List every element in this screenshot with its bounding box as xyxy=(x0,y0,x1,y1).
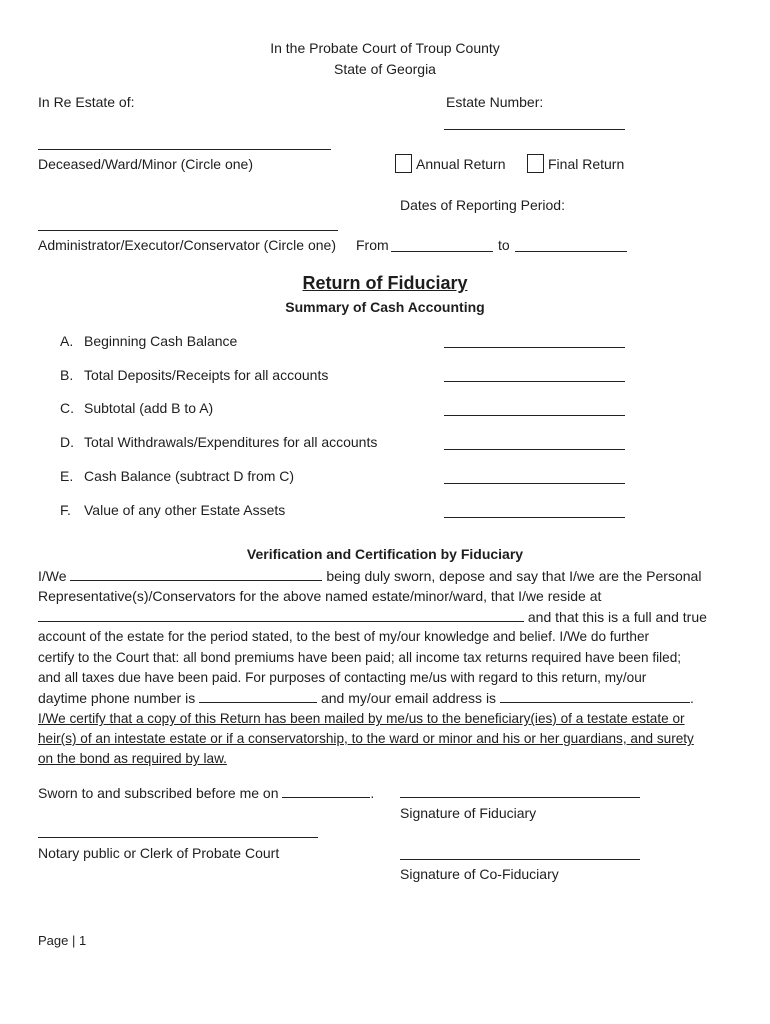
amount-field[interactable] xyxy=(444,347,625,348)
email-label: and my/our email address is xyxy=(320,690,497,706)
item-letter: C. xyxy=(60,400,74,416)
item-letter: E. xyxy=(60,468,74,484)
form-subtitle: Summary of Cash Accounting xyxy=(285,299,485,315)
administrator-executor-label: Administrator/Executor/Conservator (Circle one) xyxy=(38,237,336,253)
sworn-date-field[interactable] xyxy=(282,785,370,798)
full-and-true-text: and that this is a full and true xyxy=(527,609,707,625)
amount-field[interactable] xyxy=(444,415,625,416)
phone-label: daytime phone number is xyxy=(38,690,196,706)
final-return-label: Final Return xyxy=(548,156,625,172)
court-name: In the Probate Court of Troup County xyxy=(270,40,500,56)
annual-return-label: Annual Return xyxy=(416,156,506,172)
estate-number-field[interactable] xyxy=(444,129,625,130)
amount-field[interactable] xyxy=(444,483,625,484)
estate-number-label: Estate Number: xyxy=(446,94,544,110)
fiduciary-signature-field[interactable] xyxy=(400,797,640,798)
item-label: Total Deposits/Receipts for all accounts xyxy=(84,367,329,383)
verification-heading: Verification and Certification by Fiduciary xyxy=(246,546,524,562)
sworn-before-line xyxy=(38,783,374,803)
amount-field[interactable] xyxy=(444,449,625,450)
verification-line-4: account of the estate for the period stated, to the best of my/our knowledge and belief. I/We do further xyxy=(38,629,650,644)
from-label: From xyxy=(356,237,389,253)
in-re-estate-label: In Re Estate of: xyxy=(38,94,135,110)
item-letter: B. xyxy=(60,367,74,383)
form-title: Return of Fiduciary xyxy=(302,273,468,293)
to-label: to xyxy=(498,237,510,253)
certification-line-2: heir(s) of an intestate estate or if a conservatorship, to the ward or minor and his or her guardians, and surety xyxy=(38,731,694,746)
deceased-ward-minor-label: Deceased/Ward/Minor (Circle one) xyxy=(38,156,253,172)
sworn-label: Sworn to and subscribed before me on xyxy=(38,785,279,801)
state-name: State of Georgia xyxy=(334,61,436,77)
certification-line-3: on the bond as required by law. xyxy=(38,751,227,766)
item-label: Beginning Cash Balance xyxy=(84,333,238,349)
verification-line-5: certify to the Court that: all bond premiums have been paid; all income tax returns required have been filed; xyxy=(38,650,682,665)
fiduciary-signature-label: Signature of Fiduciary xyxy=(400,805,537,821)
amount-field[interactable] xyxy=(444,517,625,518)
sworn-period: . xyxy=(370,785,375,801)
verification-line-3 xyxy=(38,607,707,627)
period-to-field[interactable] xyxy=(515,251,627,252)
item-label: Total Withdrawals/Expenditures for all accounts xyxy=(84,434,378,450)
administrator-name-field[interactable] xyxy=(38,230,338,231)
annual-return-checkbox[interactable] xyxy=(395,154,412,173)
email-address-field[interactable] xyxy=(500,690,690,703)
sworn-statement-text: being duly sworn, depose and say that I/we are the Personal xyxy=(326,568,702,584)
page-number: Page | 1 xyxy=(38,933,87,948)
verification-line-2: Representative(s)/Conservators for the above named estate/minor/ward, that I/we reside at xyxy=(38,588,602,604)
item-label: Value of any other Estate Assets xyxy=(84,502,286,518)
notary-signature-field[interactable] xyxy=(38,837,318,838)
reporting-period-label: Dates of Reporting Period: xyxy=(400,197,565,213)
residence-address-field[interactable] xyxy=(38,609,524,622)
verification-line-1 xyxy=(38,566,701,586)
item-label: Cash Balance (subtract D from C) xyxy=(84,468,295,484)
estate-name-field[interactable] xyxy=(38,149,331,150)
notary-label: Notary public or Clerk of Probate Court xyxy=(38,845,280,861)
fiduciary-name-field[interactable] xyxy=(70,568,322,581)
amount-field[interactable] xyxy=(444,381,625,382)
final-return-checkbox[interactable] xyxy=(527,154,544,173)
item-letter: A. xyxy=(60,333,74,349)
co-fiduciary-signature-label: Signature of Co-Fiduciary xyxy=(400,866,559,882)
certification-line-1: I/We certify that a copy of this Return has been mailed by me/us to the beneficiary(ies) of a testate estate or xyxy=(38,711,685,726)
co-fiduciary-signature-field[interactable] xyxy=(400,859,640,860)
item-label: Subtotal (add B to A) xyxy=(84,400,214,416)
item-letter: D. xyxy=(60,434,74,450)
verification-line-7 xyxy=(38,688,694,708)
phone-number-field[interactable] xyxy=(199,690,317,703)
i-we-label: I/We xyxy=(38,568,67,584)
period-from-field[interactable] xyxy=(391,251,493,252)
verification-line-6: and all taxes due have been paid. For purposes of contacting me/us with regard to this return, my/our xyxy=(38,670,647,685)
email-period: . xyxy=(689,690,694,706)
item-letter: F. xyxy=(60,502,71,518)
